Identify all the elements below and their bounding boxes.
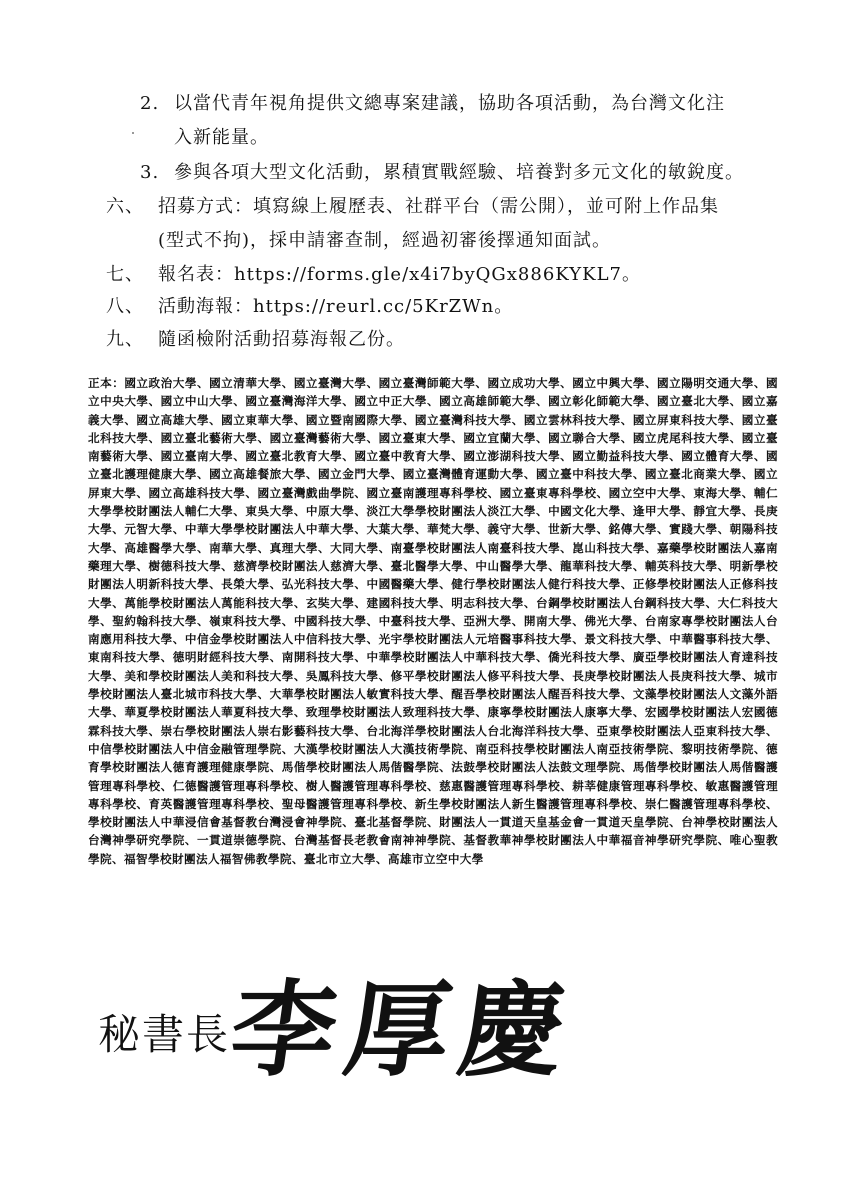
- item-text: (型式不拘)，採申請審查制，經過初審後擇通知面試。: [158, 230, 612, 251]
- item-text: 入新能量。: [174, 127, 269, 148]
- margin-mark: [132, 132, 134, 134]
- list-item: [106, 294, 513, 320]
- list-item: [106, 194, 719, 220]
- item-text: 參與各項大型文化活動，累積實戰經驗、培養對多元文化的敏銳度。: [174, 162, 744, 183]
- recipient-label: 正本：: [88, 376, 125, 390]
- list-item: [106, 262, 641, 288]
- list-item: [106, 327, 405, 353]
- item-number: 九、: [106, 329, 144, 350]
- recipient-list: [88, 374, 778, 868]
- item-number: 七、: [106, 264, 144, 285]
- item-text: 招募方式：填寫線上履歷表、社群平台（需公開），並可附上作品集: [158, 196, 719, 217]
- signature-title: 秘書長: [98, 1010, 231, 1059]
- item-number: 2.: [140, 93, 160, 114]
- item-number: 3.: [140, 162, 160, 183]
- item-text: 隨函檢附活動招募海報乙份。: [158, 329, 405, 350]
- list-item: [140, 160, 744, 186]
- registration-link[interactable]: 報名表：https://forms.gle/x4i7byQGx886KYKL7。: [158, 264, 641, 285]
- list-item: [174, 125, 269, 151]
- list-item: [140, 91, 725, 117]
- signature-stamp: 李厚慶: [223, 968, 583, 1091]
- item-number: 八、: [106, 296, 144, 317]
- recipient-text: 國立政治大學、國立清華大學、國立臺灣大學、國立臺灣師範大學、國立成功大學、國立中興大學、國立陽明交通大學、國立中央大學、國立中山大學、國立臺灣海洋大學、國立中正大學、國立高雄師範大學、國立彰化師範大學、國立臺北大學、國立嘉義大學、國立高雄大學、國立東華大學、國立暨南國際大學、國立臺灣科技大學、國立雲林科技大學、國立屏東科技大學、國立臺北科技大學、國立臺北藝術大學、國立臺灣藝術大學、國立臺東大學、國立宜蘭大學、國立聯合大學、國立虎尾科技大學、國立臺南藝術大學、國立臺南大學、國立臺北教育大學、國立臺中教育大學、國立澎湖科技大學、國立勤益科技大學、國立體育大學、國立臺北護理健康大學、國立高雄餐旅大學、國立金門大學、國立臺灣體育運動大學、國立臺中科技大學、國立臺北商業大學、國立屏東大學、國立高雄科技大學、國立臺灣戲曲學院、國立臺南護理專科學校、國立臺東專科學校、國立空中大學、東海大學、輔仁大學學校財團法人輔仁大學、東吳大學、中原大學、淡江大學學校財團法人淡江大學、中國文化大學、逢甲大學、靜宜大學、長庚大學、元智大學、中華大學學校財團法人中華大學、大葉大學、華梵大學、義守大學、世新大學、銘傳大學、實踐大學、朝陽科技大學、高雄醫學大學、南華大學、真理大學、大同大學、南臺學校財團法人南臺科技大學、崑山科技大學、嘉藥學校財團法人嘉南藥理大學、樹德科技大學、慈濟學校財團法人慈濟大學、臺北醫學大學、中山醫學大學、龍華科技大學、輔英科技大學、明新學校財團法人明新科技大學、長榮大學、弘光科技大學、中國醫藥大學、健行學校財團法人健行科技大學、正修學校財團法人正修科技大學、萬能學校財團法人萬能科技大學、玄奘大學、建國科技大學、明志科技大學、台鋼學校財團法人台鋼科技大學、大仁科技大學、聖約翰科技大學、嶺東科技大學、中國科技大學、中臺科技大學、亞洲大學、開南大學、佛光大學、台南家專學校財團法人台南應用科技大學、中信金學校財團法人中信科技大學、光宇學校財團法人元培醫事科技大學、景文科技大學、中華醫事科技大學、東南科技大學、德明財經科技大學、南開科技大學、中華學校財團法人中華科技大學、僑光科技大學、廣亞學校財團法人育達科技大學、美和學校財團法人美和科技大學、吳鳳科技大學、修平學校財團法人修平科技大學、長庚學校財團法人長庚科技大學、城市學校財團法人臺北城市科技大學、大華學校財團法人敏實科技大學、醒吾學校財團法人醒吾科技大學、文藻學校財團法人文藻外語大學、華夏學校財團法人華夏科技大學、致理學校財團法人致理科技大學、康寧學校財團法人康寧大學、宏國學校財團法人宏國德霖科技大學、崇右學校財團法人崇右影藝科技大學、台北海洋學校財團法人台北海洋科技大學、亞東學校財團法人亞東科技大學、中信學校財團法人中信金融管理學院、大漢學校財團法人大漢技術學院、南亞科技學校財團法人南亞技術學院、黎明技術學院、德育學校財團法人德育護理健康學院、馬偕學校財團法人馬偕醫學院、法鼓學校財團法人法鼓文理學院、馬偕學校財團法人馬偕醫護管理專科學校、仁德醫護管理專科學校、樹人醫護管理專科學校、慈惠醫護管理專科學校、耕莘健康管理專科學校、敏惠醫護管理專科學校、育英醫護管理專科學校、聖母醫護管理專科學校、新生學校財團法人新生醫護管理專科學校、崇仁醫護管理專科學校、學校財團法人中華浸信會基督教台灣浸會神學院、臺北基督學院、財團法人一貫道天皇基金會一貫道天皇學院、台神學校財團法人台灣神學研究學院、一貫道崇德學院、台灣基督長老教會南神神學院、基督教華神學校財團法人中華福音神學研究學院、唯心聖教學院、福智學校財團法人福智佛教學院、臺北市立大學、高雄市立空中大學: [88, 376, 778, 866]
- poster-link[interactable]: 活動海報：https://reurl.cc/5KrZWn。: [158, 296, 514, 317]
- item-text: 以當代青年視角提供文總專案建議，協助各項活動，為台灣文化注: [174, 93, 725, 114]
- list-item: [158, 228, 611, 254]
- item-number: 六、: [106, 196, 144, 217]
